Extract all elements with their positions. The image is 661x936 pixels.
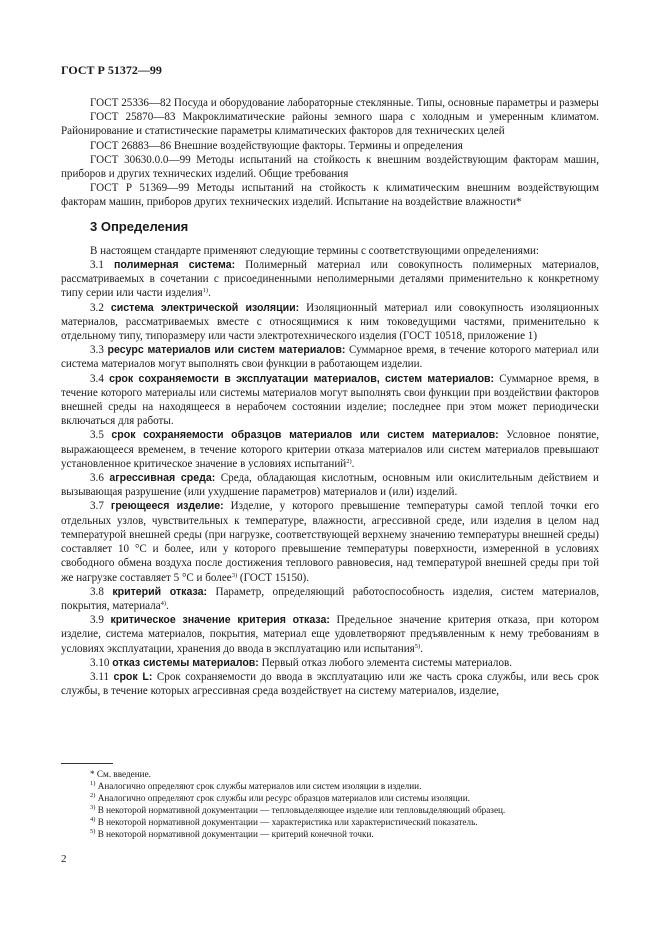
- footnote-text: В некоторой нормативной документации — тепловыделяющее изделие или тепловыделяющий образец.: [95, 805, 506, 816]
- section-intro: В настоящем стандарте применяют следующие термины с соответствующими определениями:: [90, 244, 539, 257]
- footnote-text: См. введение.: [94, 769, 151, 779]
- definition-item: [61, 343, 599, 371]
- definition-item: [61, 670, 599, 698]
- footnote-text: Аналогично определяют срок службы или ресурс образцов материалов или системы изоляции.: [95, 793, 470, 804]
- definition-item: [61, 613, 599, 656]
- footnotes: [61, 768, 599, 841]
- definition-item: [61, 372, 599, 429]
- footnote-mark: *: [90, 769, 95, 779]
- definition-number: 3.4: [90, 372, 104, 385]
- definition-term: полимерная система:: [113, 259, 236, 272]
- footnote-text: В некоторой нормативной документации — характеристика или характеристический показатель.: [95, 817, 478, 828]
- footnote-item: [61, 804, 599, 816]
- reference-item: ГОСТ 25336—82 Посуда и оборудование лабораторные стеклянные. Типы, основные параметры и размеры: [90, 97, 599, 109]
- footnote-ref: 4): [160, 599, 167, 607]
- definition-number: 3.8: [90, 585, 104, 598]
- definitions-list: [61, 258, 599, 698]
- reference-item: ГОСТ 25870—83 Макроклиматические районы земного шара с холодным и умеренным климатом. Районирование и статистические параметры климатических факторов для технических целей: [61, 111, 599, 138]
- standard-header: ГОСТ Р 51372—99: [61, 63, 162, 77]
- definition-term: отказ системы материалов:: [112, 656, 259, 669]
- footnote-divider: [61, 763, 113, 764]
- footnote-item: [61, 768, 599, 780]
- definition-term: критерий отказа:: [112, 585, 208, 598]
- footnote-mark: 5): [90, 828, 96, 836]
- definition-term: система электрической изоляции:: [110, 301, 300, 314]
- definition-text: Изоляционный материал или совокупность изоляционных материалов, рассматриваемых вместе с относящимися к ним токоведущими частями, применительно к отдельному типу, типоразмеру или части электротехнического изделия (ГОСТ 10518, приложение 1): [61, 301, 599, 343]
- definition-text: Срок сохраняемости до ввода в эксплуатацию или же часть срока службы, или весь срок службы, в течение которых агрессивная среда воздействует на систему материалов, изделие,: [61, 670, 600, 698]
- definition-number: 3.3: [90, 344, 104, 357]
- page-number: 2: [61, 853, 67, 865]
- footnote-ref: 3): [231, 571, 238, 579]
- footnote-text: Аналогично определяют срок службы материалов или систем изоляции в изделии.: [95, 781, 422, 792]
- definition-text: Первый отказ любого элемента системы материалов.: [258, 656, 513, 669]
- definition-item: [61, 585, 599, 613]
- definition-term: срок сохраняемости в эксплуатации материалов, систем материалов:: [109, 372, 495, 385]
- definition-number: 3.10: [90, 656, 110, 669]
- definition-number: 3.7: [90, 500, 104, 513]
- page-content: [61, 96, 599, 698]
- definition-tail: .: [351, 457, 355, 470]
- footnote-item: [61, 780, 599, 792]
- definition-item: [61, 428, 599, 471]
- footnote-ref: 2): [346, 457, 352, 465]
- definition-text: Среда, обладающая кислотным, основным или окислительным действием и вызывающая разрушение (или ухудшение параметров) материалов и (или) изделий.: [61, 472, 599, 499]
- definition-text: Параметр, определяющий работоспособность изделия, систем материалов, покрытия, материала: [61, 585, 599, 612]
- definition-text: Изделие, у которого превышение температуры самой теплой точки его отдельных узлов, чувствительных к температуре, влажности, агрессивной среде, или изделия в целом над температурой внешней среды (при нагрузке, соответствующей верхнему значению температуры внешней среды) составляет 10 °С и более, или у которого превышение температуры поверхности, измеренной в условиях свободного обмена воздуха после достижения теплового равновесия, над температурой внешней среды при той же нагрузке составляет 5 °С и более: [61, 500, 599, 584]
- definition-number: 3.6: [90, 472, 104, 485]
- definition-number: 3.11: [90, 670, 110, 683]
- reference-item: ГОСТ 26883—86 Внешние воздействующие факторы. Термины и определения: [90, 139, 463, 152]
- definition-number: 3.5: [90, 429, 104, 442]
- footnote-mark: 1): [90, 780, 96, 788]
- footnote-ref: 5): [414, 642, 421, 650]
- definition-item: [61, 656, 599, 670]
- footnote-text: В некоторой нормативной документации — критерий конечной точки.: [95, 829, 374, 840]
- definition-number: 3.1: [90, 259, 104, 272]
- definition-tail: .: [166, 599, 169, 612]
- definition-term: критическое значение критерия отказа:: [110, 614, 330, 627]
- reference-item: ГОСТ Р 51369—99 Методы испытаний на стойкость к климатическим внешним воздействующим факторам машин, приборов других технических изделий. Испытание на воздействие влажности*: [61, 182, 599, 209]
- footnote-ref: 1): [202, 287, 209, 295]
- definition-term: агрессивная среда:: [109, 472, 216, 485]
- section-title: 3 Определения: [90, 218, 189, 234]
- definition-item: [61, 301, 599, 344]
- definition-item: [61, 499, 599, 584]
- footnote-item: [61, 816, 599, 828]
- footnote-mark: 4): [90, 816, 96, 824]
- definition-item: [61, 258, 599, 301]
- definition-tail: .: [420, 642, 423, 655]
- definition-item: [61, 471, 599, 499]
- definition-text: Суммарное время, в течение которого материал или система материалов могут выполнять свои функции в работающем изделии.: [61, 344, 599, 371]
- definition-text: Предельное значение критерия отказа, при котором изделие, система материалов, покрытия, материал еще удовлетворяют предъявленным к нему требованиям в условиях эксплуатации, хранения до ввода в эксплуатацию или испытания: [61, 614, 599, 655]
- definition-number: 3.2: [90, 301, 104, 314]
- definition-term: срок сохраняемости образцов материалов или систем материалов:: [111, 429, 499, 442]
- footnote-mark: 3): [90, 804, 96, 812]
- definition-number: 3.9: [90, 614, 104, 627]
- definition-tail: (ГОСТ 15150).: [237, 571, 310, 584]
- footnote-item: [61, 792, 599, 804]
- definition-text: Условное понятие, выражающееся временем, в течение которого критерии отказа материалов или систем материалов превышают установленное критическое значение в условиях испытаний: [61, 429, 599, 470]
- definition-term: ресурс материалов или систем материалов:: [107, 344, 346, 357]
- definition-text: Полимерный материал или совокупность полимерных материалов, рассматриваемых в сочетании с присоединенными неполимерными деталями применительно к конкретному типу серии или части изделия: [61, 259, 599, 300]
- footnote-item: [61, 828, 599, 840]
- definition-term: срок L:: [113, 670, 153, 683]
- definition-text: Суммарное время, в течение которого материалы или системы материалов могут выполнять свои функции при воздействии факторов внешней среды на находящееся в нерабочем состоянии изделие; последнее при этом может периодически включаться для работы.: [61, 372, 599, 428]
- reference-item: ГОСТ 30630.0.0—99 Методы испытаний на стойкость к внешним воздействующим факторам машин, приборов и других технических изделий. Общие требования: [61, 153, 599, 181]
- definition-term: греющееся изделие:: [110, 500, 224, 513]
- footnote-mark: 2): [90, 792, 96, 800]
- definition-tail: .: [208, 287, 211, 300]
